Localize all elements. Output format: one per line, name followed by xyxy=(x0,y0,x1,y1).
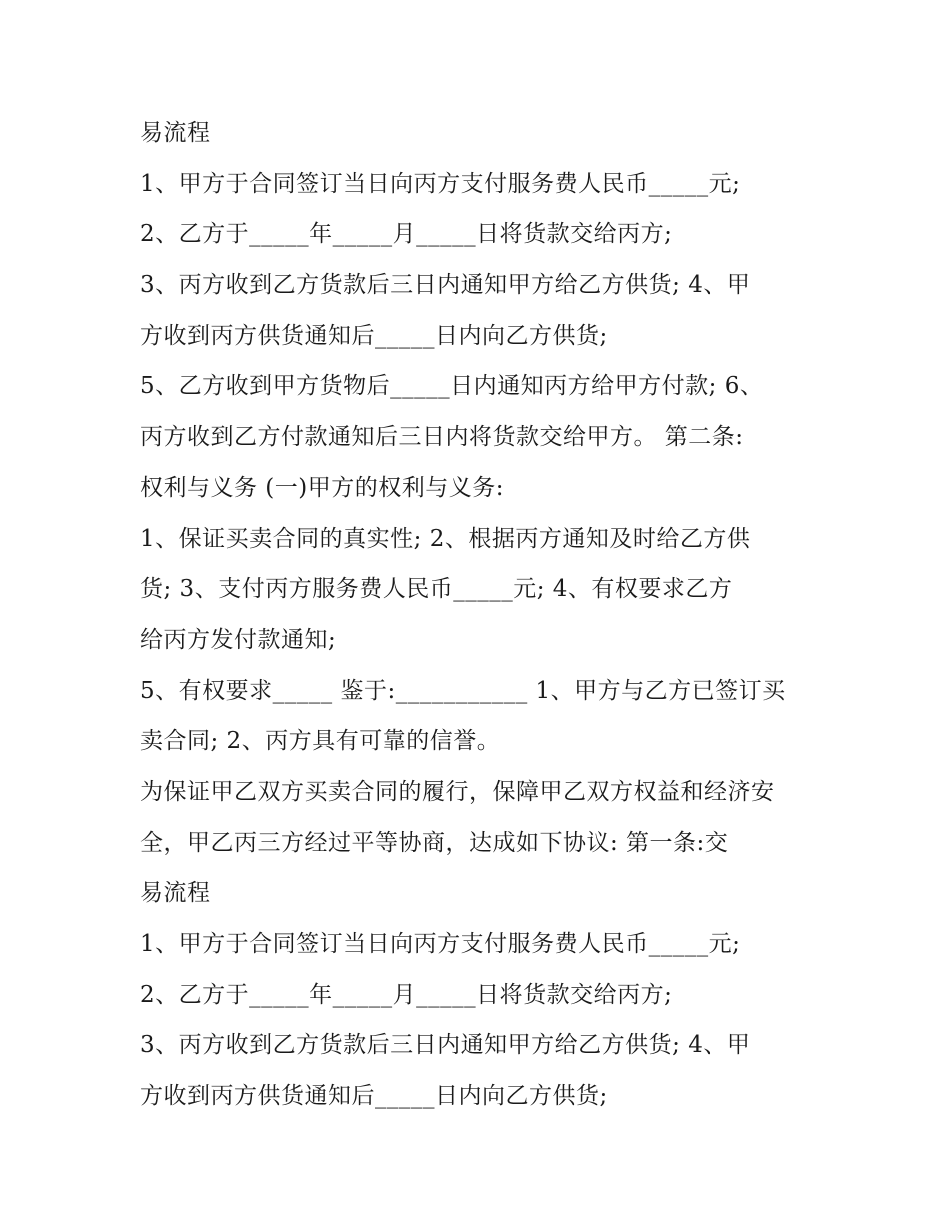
text-line: 为保证甲乙双方买卖合同的履行，保障甲乙双方权益和经济安 xyxy=(140,778,775,805)
text-line: 5、乙方收到甲方货物后_____日内通知丙方给甲方付款; 6、 xyxy=(140,373,764,400)
text-line: 易流程 xyxy=(140,120,211,146)
text-line: 方收到丙方供货通知后_____日内向乙方供货; xyxy=(140,322,608,349)
text-line: 2、乙方于_____年_____月_____日将货款交给丙方; xyxy=(140,221,673,248)
text-line: 全，甲乙丙三方经过平等协商，达成如下协议: 第一条:交 xyxy=(140,829,729,856)
document-body xyxy=(140,108,840,1122)
text-line: 卖合同; 2、丙方具有可靠的信誉。 xyxy=(140,728,501,755)
text-line: 丙方收到乙方付款通知后三日内将货款交给甲方。 第二条: xyxy=(140,424,744,451)
text-line: 方收到丙方供货通知后_____日内向乙方供货; xyxy=(140,1083,608,1110)
text-line: 1、保证买卖合同的真实性; 2、根据丙方通知及时给乙方供 xyxy=(140,525,751,552)
text-line: 3、丙方收到乙方货款后三日内通知甲方给乙方供货; 4、甲 xyxy=(140,272,751,299)
text-line: 权利与义务 (一)甲方的权利与义务: xyxy=(140,474,505,501)
text-line: 货; 3、支付丙方服务费人民币_____元; 4、有权要求乙方 xyxy=(140,576,733,603)
text-line: 1、甲方于合同签订当日向丙方支付服务费人民币_____元; xyxy=(140,170,741,197)
text-line: 1、甲方于合同签订当日向丙方支付服务费人民币_____元; xyxy=(140,931,741,957)
text-line: 5、有权要求_____ 鉴于:___________ 1、甲方与乙方已签订买 xyxy=(140,677,786,704)
text-line: 3、丙方收到乙方货款后三日内通知甲方给乙方供货; 4、甲 xyxy=(140,1032,751,1059)
text-line: 易流程 xyxy=(140,880,211,907)
text-line: 给丙方发付款通知; xyxy=(140,626,337,653)
text-line: 2、乙方于_____年_____月_____日将货款交给丙方; xyxy=(140,981,673,1008)
